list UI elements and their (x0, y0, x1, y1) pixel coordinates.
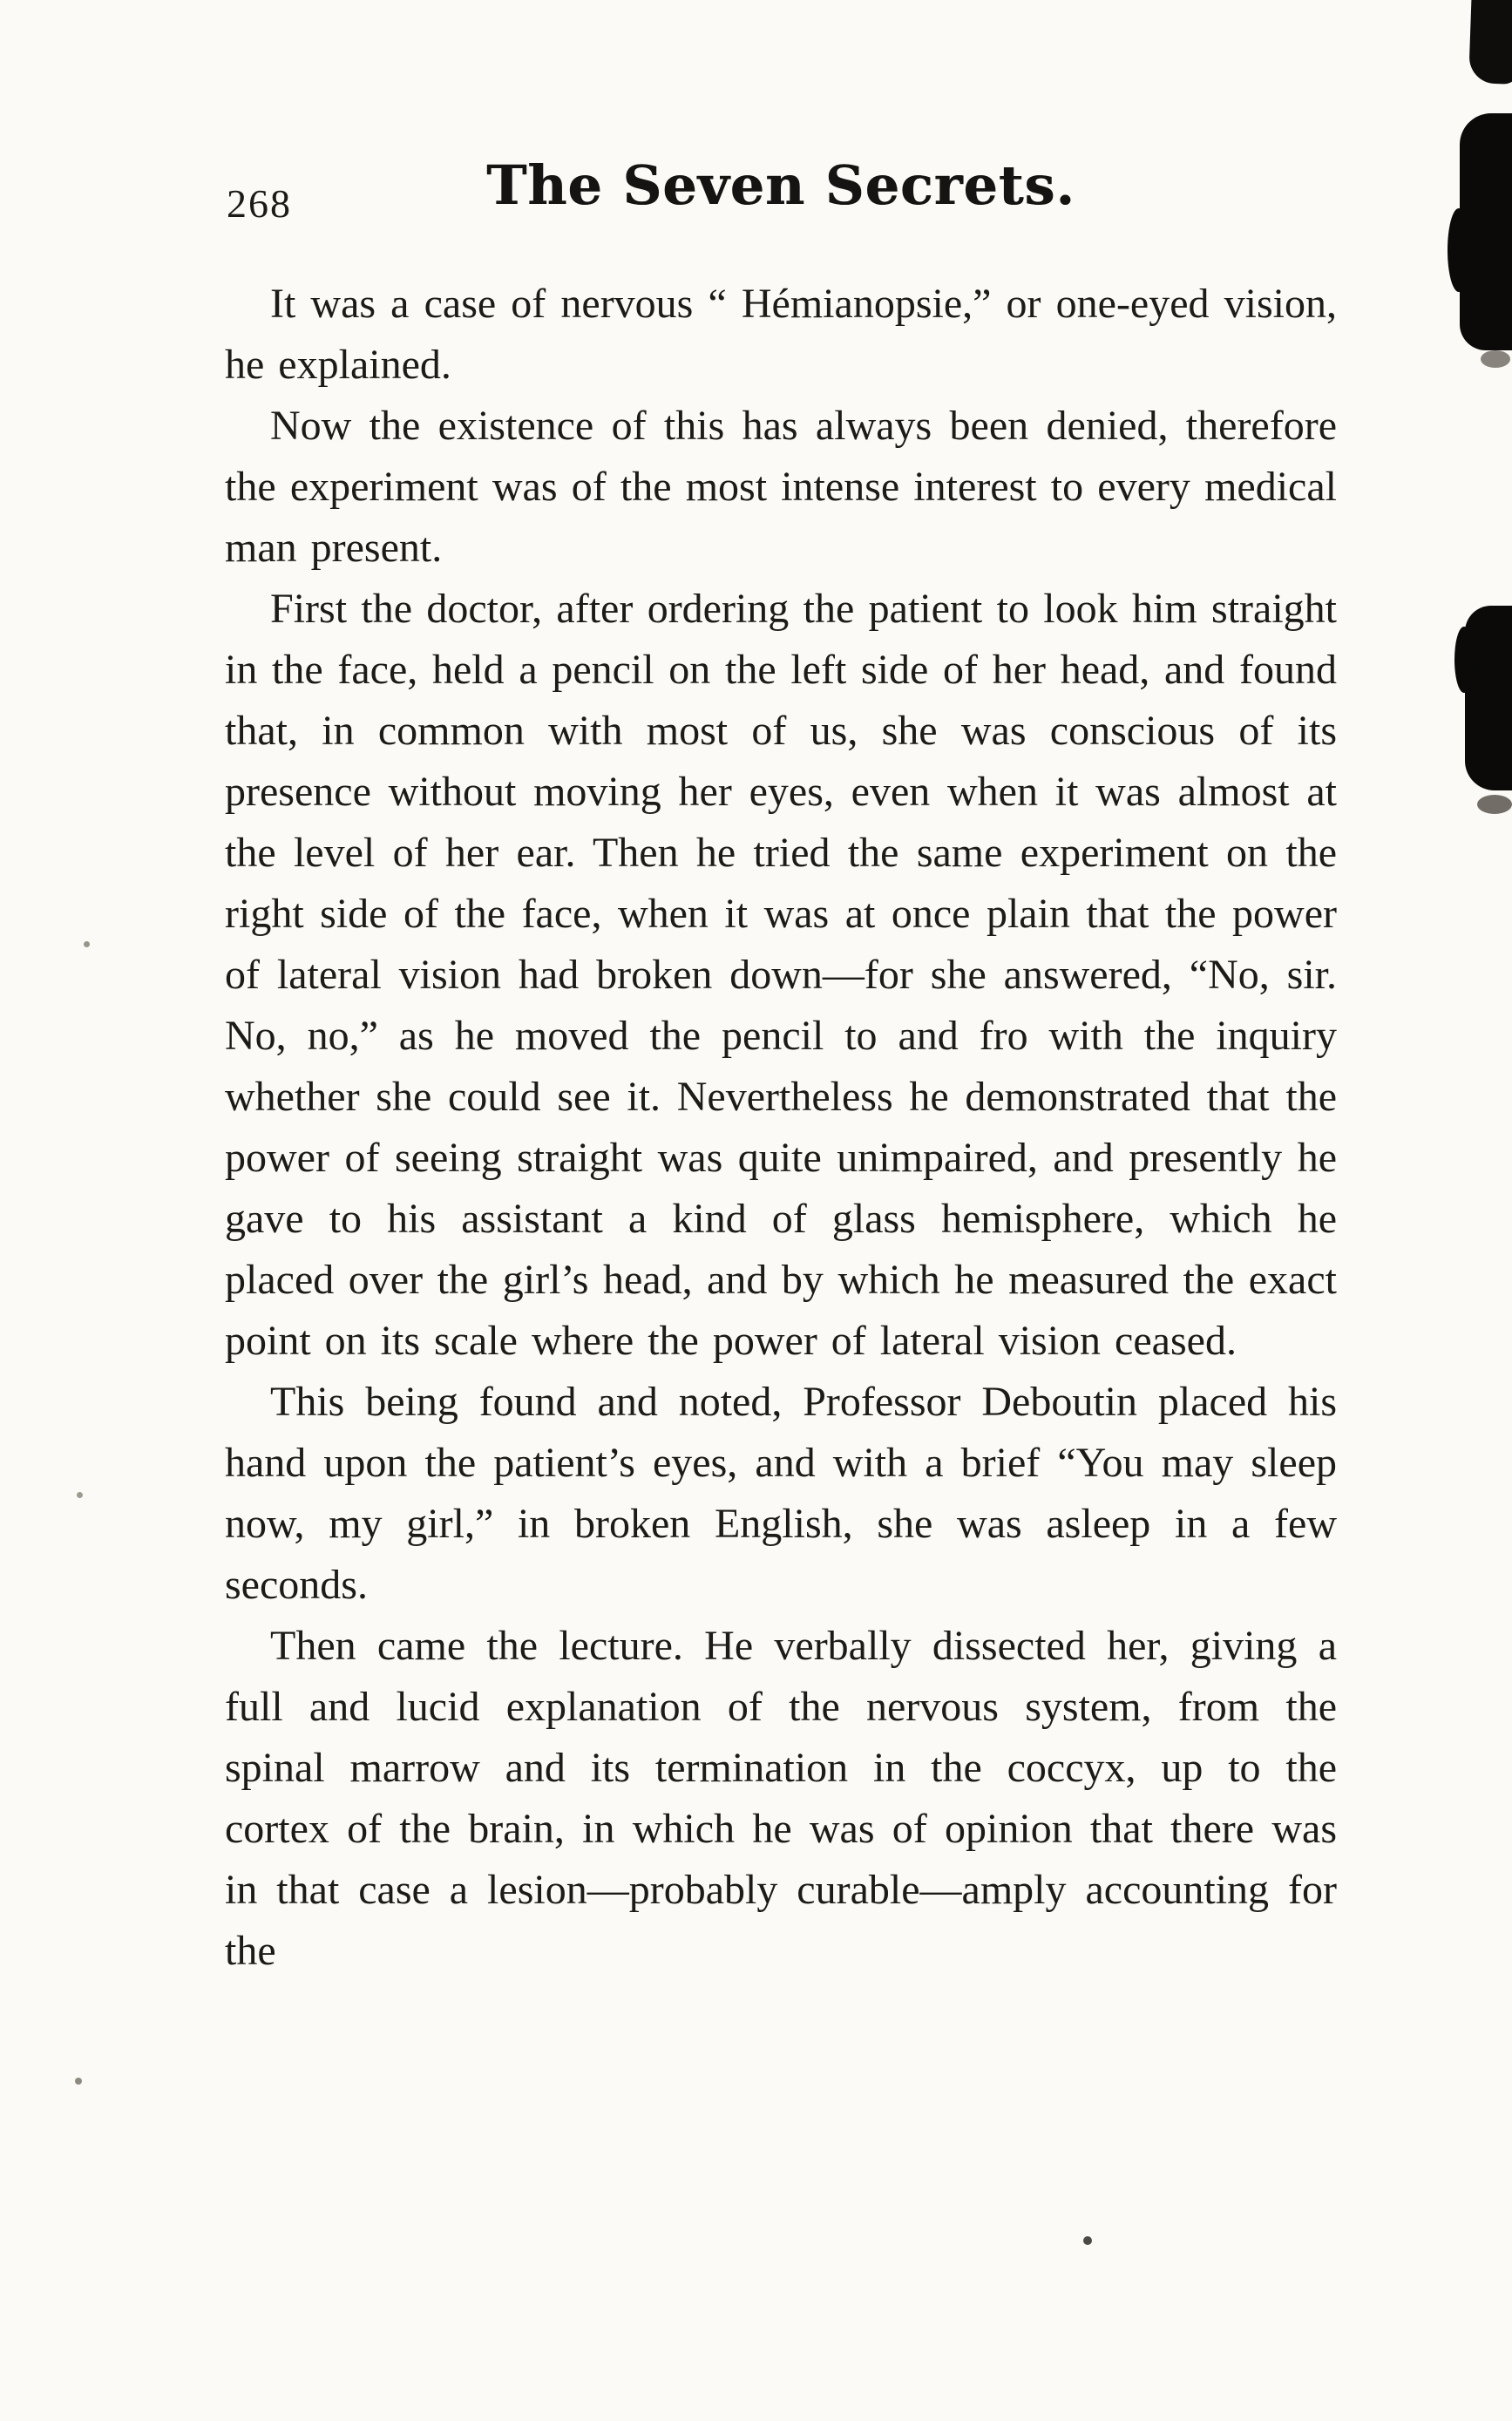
scan-speck-left-icon (77, 1492, 83, 1498)
running-title: The Seven Secrets. (486, 153, 1075, 217)
scan-speck-left-icon (84, 941, 90, 947)
scan-blot-top-right-icon (1468, 0, 1512, 85)
page-header (225, 153, 1337, 234)
paragraph: Now the existence of this has always been denied, therefore the experiment was of the most intense interest to every medical man present. (225, 403, 1337, 571)
scan-blot-upper-right-icon (1460, 113, 1512, 350)
scan-smudge-middle-right-icon (1477, 795, 1512, 814)
paragraph: This being found and noted, Professor Deboutin placed his hand upon the patient’s eyes, and with a brief “You may sleep now, my girl,” in broken English, she was asleep in a few seconds. (225, 1379, 1337, 1608)
scan-smudge-upper-right-icon (1481, 350, 1510, 368)
paragraph: It was a case of nervous “ Hémianopsie,” or one-eyed vision, he explained. (225, 281, 1337, 388)
page-number: 268 (227, 181, 292, 226)
page-content (225, 153, 1337, 1982)
paragraph: First the doctor, after ordering the patient to look him straight in the face, held a pencil on the left side of her head, and found that, in common with most of us, she was conscious of its presence without moving her eyes, even when it was almost at the level of her ear. Then he tried the same experiment on the right side of the face, when it was at once plain that the power of lateral vision had broken down—for she answered, “No, sir. No, no,” as he moved the pencil to and fro with the inquiry whether she could see it. Nevertheless he demonstrated that the power of seeing straight was quite unimpaired, and presently he gave to his assistant a kind of glass hemisphere, which he placed over the girl’s head, and by which he measured the exact point on its scale where the power of lateral vision ceased. (225, 586, 1337, 1364)
scan-speck-left-icon (75, 2078, 82, 2085)
scan-blot-middle-right-icon (1465, 606, 1512, 790)
paragraph: Then came the lecture. He verbally dissected her, giving a full and lucid explanation of the nervous system, from the spinal marrow and its termination in the coccyx, up to the cortex of the brain, in which he was of opinion that there was in that case a lesion—probably curable—amply accounting for the (225, 1623, 1337, 1974)
page-body-text (225, 274, 1337, 1982)
scan-speck-bottom-icon (1083, 2236, 1092, 2245)
